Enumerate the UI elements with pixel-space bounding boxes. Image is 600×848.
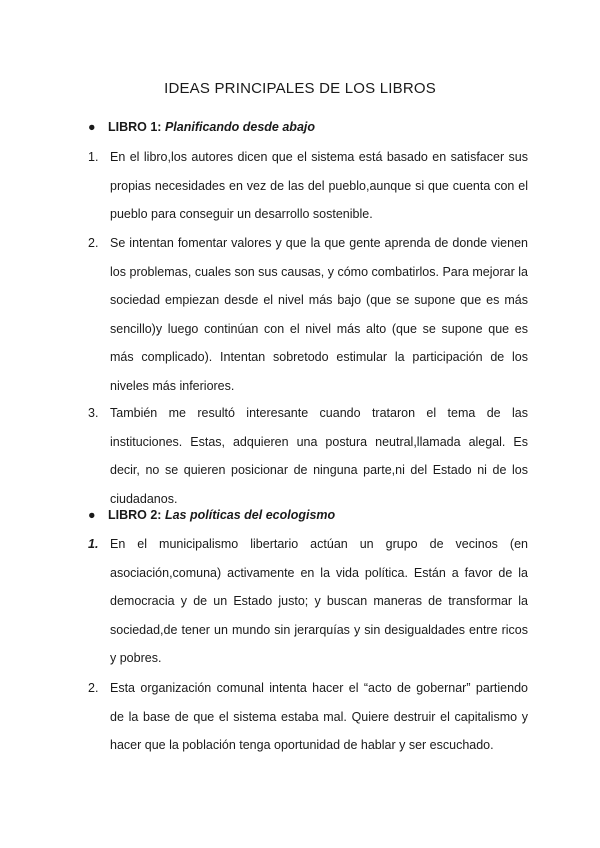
list-item-text: Se intentan fomentar valores y que la que gente aprenda de donde vienen los problemas, cuales son sus causas, y cómo combatirlos. Para mejorar la sociedad empiezan desde el nivel más bajo (que se supone que es más sencillo)y luego continúan con el nivel más alto (que se supone que es más complicado). Intentan sobretodo estimular la participación de los niveles más inferiores. [110,236,528,393]
list-item-text: En el libro,los autores dicen que el sistema está basado en satisfacer sus propias necesidades en vez de las del pueblo,aunque si que cuenta con el pueblo para conseguir un desarrollo sostenible. [110,150,528,221]
list-item-number: 1. [88,537,99,551]
list-item-text: También me resultó interesante cuando trataron el tema de las instituciones. Estas, adquieren una postura neutral,llamada alegal. Es decir, no se quieren posicionar de ninguna parte,ni del Estado ni de los ciudadanos. [110,406,528,506]
list-item [88,143,528,229]
section-label: LIBRO 1: [108,120,162,134]
bullet-icon: ● [88,508,96,522]
list-item-number: 1. [88,150,99,164]
list-item [88,229,528,400]
section-subtitle: Las políticas del ecologismo [164,508,336,522]
list-item-number: 2. [88,236,99,250]
list-item [88,399,528,513]
list-item-number: 3. [88,406,99,420]
bullet-icon: ● [88,120,96,134]
section-heading-libro-1 [88,120,315,134]
list-item-text: En el municipalismo libertario actúan un grupo de vecinos (en asociación,comuna) activamente en la vida política. Están a favor de la democracia y de un Estado justo; y buscan maneras de transformar la sociedad,de tener un mundo sin jerarquías y sin desigualdades entre ricos y pobres. [110,537,528,665]
list-item-number: 2. [88,681,99,695]
section-heading-libro-2 [88,508,335,522]
list-item [88,530,528,673]
section-subtitle: Planificando desde abajo [164,120,316,134]
section-label: LIBRO 2: [108,508,162,522]
list-item [88,674,528,760]
document-title: IDEAS PRINCIPALES DE LOS LIBROS [164,80,436,97]
list-item-text: Esta organización comunal intenta hacer el “acto de gobernar” partiendo de la base de que el sistema estaba mal. Quiere destruir el capitalismo y hacer que la población tenga oportunidad de hablar y ser escuchado. [110,681,528,752]
